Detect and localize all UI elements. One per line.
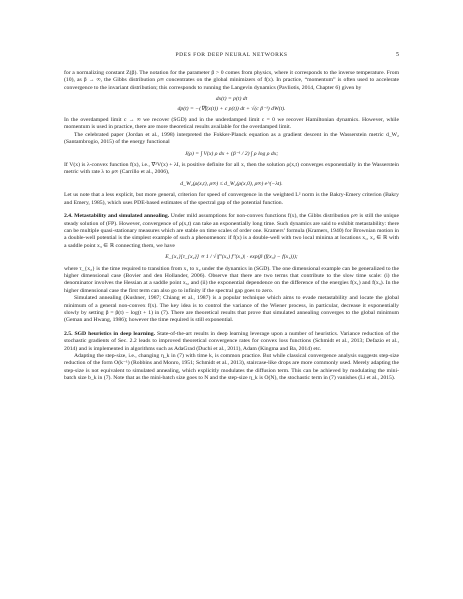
page-number: 5 <box>396 52 399 58</box>
running-title: PDES FOR DEEP NEURAL NETWORKS <box>175 52 288 58</box>
paragraph-jko: The celebrated paper (Jordan et al., 1998) interpreted the Fokker-Planck equation as a gradient descent in the Wasserstein metric d_W₂ (Santambrogio, 2015) of the energy functional <box>64 131 399 146</box>
equation-langevin-line-2: dp(t) = −(∇f(x(t)) + c p(t)) dt + √(c β⁻¹) dW(t). <box>177 105 286 112</box>
paragraph-step-size: Adapting the step-size, i.e., changing η_k in (7) with time k, is common practice. But while classical convergence analysis suggests step-size reduction of the form O(k⁻¹) (Robbins and Monro, 1951; Schmidt et al., 2013), staircase-like drops are more commonly used. Merely adapting the step-size is not equivalent to simulated annealing, which explicitly modulates the diffusion term. This can be achieved by modulating the mini-batch size b_k in (7). Note that as the mini-batch size goes to N and the step-size η_k is O(N), the stochastic term in (7) vanishes (Li et al., 2015). <box>64 353 399 382</box>
paragraph-gibbs: for a normalizing constant Z(β). The notation for the parameter β > 0 comes from physics, where it corresponds to the inverse temperature. From (10), as β → ∞, the Gibbs distribution ρ∞ concentrates on the global minimizers of f(x). In practice, “momentum” is often used to accelerate convergence to the invariant distribution; this corresponds to running the Langevin dynamics (Pavliotis, 2014, Chapter 6) given by <box>64 70 399 91</box>
section-2-5-text: State-of-the-art results in deep learning leverage upon a number of heuristics. Variance reduction of the stochastic gradients of Sec. 2.2 leads to improved theoretical convergence rates for convex loss functions (Schmidt et al., 2013; Defazio et al., 2014) and is implemented in algorithms such as AdaGrad (Duchi et al., 2011), Adam (Kingma and Ba, 2014) etc. <box>64 330 400 352</box>
paragraph-lambda-convex: If V(x) is λ-convex function f(x), i.e., ∇²V(x) + λI, is positive definite for all x, then the solution ρ(x,t) converges exponentially in the Wasserstein metric with rate λ to ρ∞ (Carrillo et al., 2006), <box>64 162 399 176</box>
running-head <box>64 52 399 62</box>
equation-wasserstein-rate: d_W₂(ρ(x,t), ρ∞) ≤ d_W₂(ρ(x,0), ρ∞) e^(−λt). <box>180 180 283 187</box>
equation-kramers: E_{x₁}[τ_{x₂}] ∝ 1 / √|f''(x₃) f''(x₁)| · exp(β (f(x₃) − f(x₁))); <box>165 254 298 261</box>
paragraph-bakry-emery: Let us note that a less explicit, but more general, criterion for speed of convergence in the weighted L² norm is the Bakry-Emery criterion (Bakry and Emery, 1985), which uses PDE-based estimates of the spectral gap of the potential function. <box>64 192 399 206</box>
section-2-5-heading: 2.5. SGD heuristics in deep learning. <box>64 330 156 337</box>
section-2-4 <box>64 213 399 250</box>
equation-langevin-line-1: dx(t) = p(t) dt <box>215 96 248 103</box>
section-2-4-text: Under mild assumptions for non-convex functions f(x), the Gibbs distribution ρ∞ is still the unique steady solution of (FP). However, convergence of ρ(x,t) can take an exponentially long time. Such dynamics are said to exhibit metastability: there can be multiple quasi-stationary measures which are stable on time scales of order one. Kramers’ formula (Kramers, 1940) for Brownian motion in a double-well potential is the simplest example of such a phenomenon: if f(x) is a double-well with two local minima at locations x₁, x₂ ∈ ℝ with a saddle point x₃ ∈ ℝ connecting them, we have <box>64 213 399 249</box>
paragraph-simulated-annealing: Simulated annealing (Kushner, 1987; Chiang et al., 1987) is a popular technique which aims to evade metastability and locate the global minimum of a general non-convex f(x). The key idea is to control the variance of the Wiener process, in particular, decrease it exponentially slowly by setting β = β(t) − log(t + 1) in (7). There are theoretical results that prove that simulated annealing converges to the global minimum (Geman and Hwang, 1986); however the time required is still exponential. <box>64 295 399 324</box>
section-2-4-heading: 2.4. Metastability and simulated annealing. <box>64 213 170 220</box>
paragraph-transition-time: where τ_{x₂} is the time required to transition from x₁ to x₂ under the dynamics in (SGD). The one dimensional example can be generalized to the higher dimensional case (Bovier and den Hollander, 2006). Observe that there are two terms that contribute to the slow time scale: (i) the denominator involves the Hessian at a saddle point x₃, and (ii) the exponential dependence on the difference of the energies f(x₁) and f(x₃). In the higher dimensional case the first term can also go to infinity if the spectral gap goes to zero. <box>64 265 399 294</box>
main-text <box>64 70 399 383</box>
equation-energy-functional: J(ρ) = ∫ V(x) ρ dx + (β⁻¹ / 2) ∫ ρ log ρ dx; <box>184 150 279 157</box>
section-2-5 <box>64 331 399 353</box>
paragraph-overdamped: In the overdamped limit c → ∞ we recover (SGD) and in the underdamped limit c = 0 we recover Hamiltonian dynamics. However, while momentum is used in practice, there are more theoretical results available for the overdamped limit. <box>64 117 399 131</box>
equation-langevin <box>64 96 399 113</box>
